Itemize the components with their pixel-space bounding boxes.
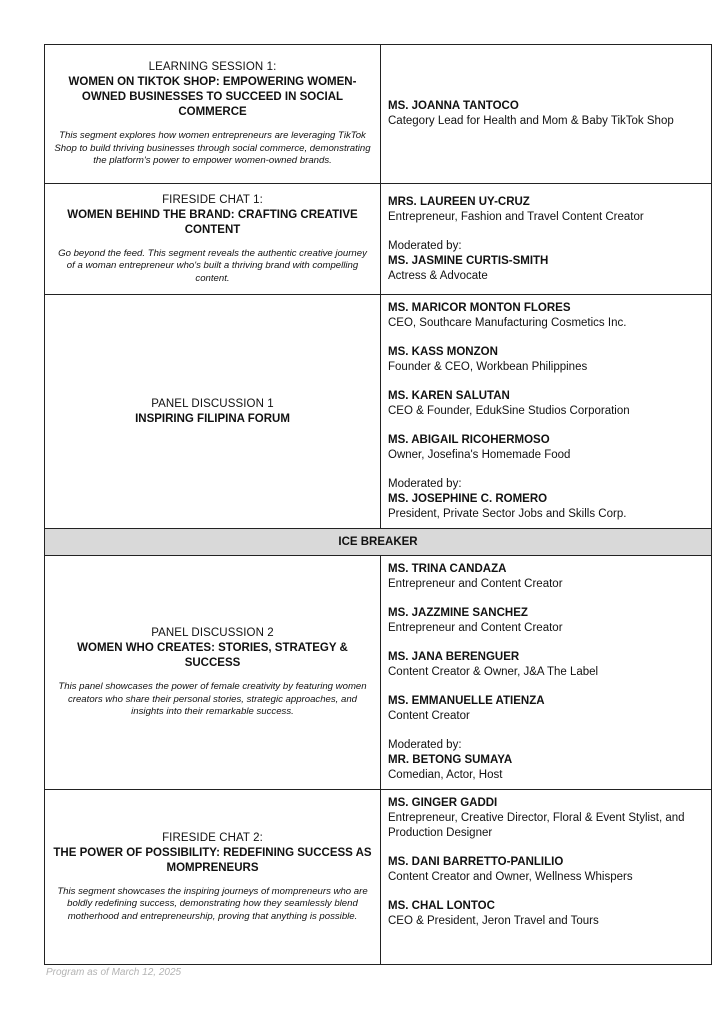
moderator-name: MS. JOSEPHINE C. ROMERO: [388, 493, 548, 505]
break-row: [45, 529, 712, 556]
speaker-role: Founder & CEO, Workbean Philippines: [388, 361, 588, 373]
session-kind: LEARNING SESSION 1:: [148, 61, 277, 74]
moderator-label: Moderated by:: [388, 239, 462, 252]
session-kind: PANEL DISCUSSION 1: [151, 397, 274, 410]
session-kind: FIRESIDE CHAT 2:: [162, 831, 263, 844]
session-title: INSPIRING FILIPINA FORUM: [135, 412, 290, 425]
moderator-label: Moderated by:: [388, 478, 462, 490]
session-title: WOMEN ON TIKTOK SHOP: EMPOWERING WOMEN-OWNED BUSINESSES TO SUCCEED IN SOCIAL COMMERCE: [68, 76, 357, 119]
session-description: This segment explores how women entrepreneurs are leveraging TikTok Shop to build thriving businesses through social commerce, demonstrating the platform's power to empower women-owned brands.: [54, 130, 371, 167]
session-description: This panel showcases the power of female creativity by featuring women creators who share their personal stories, strategic approaches, and insights into their remarkable success.: [58, 681, 367, 718]
speaker-name: MRS. LAUREEN UY-CRUZ: [388, 195, 530, 208]
session-row: [45, 295, 712, 529]
session-title: THE POWER OF POSSIBILITY: REDEFINING SUCCESS AS MOMPRENEURS: [53, 846, 372, 874]
speaker-name: MS. MARICOR MONTON FLORES: [388, 302, 571, 314]
speakers-cell: [381, 184, 712, 295]
speaker-role: CEO, Southcare Manufacturing Cosmetics Inc.: [388, 317, 627, 329]
speaker-role: Entrepreneur, Creative Director, Floral & Event Stylist, and Production Designer: [388, 812, 685, 839]
moderator-role: Comedian, Actor, Host: [388, 769, 503, 781]
session-kind: PANEL DISCUSSION 2: [151, 627, 274, 640]
session-title: WOMEN WHO CREATES: STORIES, STRATEGY & SUCCESS: [77, 642, 348, 670]
speaker-role: Content Creator & Owner, J&A The Label: [388, 666, 599, 678]
speaker-role: Entrepreneur, Fashion and Travel Content Creator: [388, 210, 644, 223]
moderator-role: Actress & Advocate: [388, 269, 488, 282]
speaker-role: Owner, Josefina's Homemade Food: [388, 449, 571, 461]
speaker-name: MS. GINGER GADDI: [388, 797, 498, 809]
speaker-name: MS. KASS MONZON: [388, 346, 498, 358]
speakers-cell: [381, 556, 712, 790]
session-info-cell: [45, 45, 381, 184]
speaker-role: Entrepreneur and Content Creator: [388, 578, 563, 590]
program-table: [44, 44, 712, 965]
session-info-cell: [45, 790, 381, 965]
session-row: [45, 184, 712, 295]
speaker-role: Content Creator and Owner, Wellness Whispers: [388, 871, 633, 883]
moderator-name: MS. JASMINE CURTIS-SMITH: [388, 254, 549, 267]
speaker-role: CEO & Founder, EdukSine Studios Corporation: [388, 405, 630, 417]
speaker-name: MS. JAZZMINE SANCHEZ: [388, 607, 528, 619]
moderator-label: Moderated by:: [388, 739, 462, 751]
session-row: [45, 45, 712, 184]
moderator-role: President, Private Sector Jobs and Skills Corp.: [388, 508, 627, 520]
program-date-note: Program as of March 12, 2025: [46, 967, 182, 978]
moderator-name: MR. BETONG SUMAYA: [388, 754, 513, 766]
speakers-cell: [381, 295, 712, 529]
speaker-name: MS. KAREN SALUTAN: [388, 390, 510, 402]
speaker-name: MS. JANA BERENGUER: [388, 651, 520, 663]
speaker-role: Content Creator: [388, 710, 470, 722]
speaker-role: Category Lead for Health and Mom & Baby TikTok Shop: [388, 115, 674, 127]
session-title: WOMEN BEHIND THE BRAND: CRAFTING CREATIVE CONTENT: [67, 208, 358, 236]
speaker-name: MS. DANI BARRETTO-PANLILIO: [388, 856, 564, 868]
speaker-role: CEO & President, Jeron Travel and Tours: [388, 915, 599, 927]
session-info-cell: [45, 184, 381, 295]
session-description: Go beyond the feed. This segment reveals the authentic creative journey of a woman entrepreneur who's built a thriving brand with compelling content.: [58, 247, 367, 284]
break-label: ICE BREAKER: [45, 529, 712, 556]
speaker-name: MS. CHAL LONTOC: [388, 900, 495, 912]
session-info-cell: [45, 295, 381, 529]
speaker-role: Entrepreneur and Content Creator: [388, 622, 563, 634]
speaker-name: MS. EMMANUELLE ATIENZA: [388, 695, 545, 707]
session-row: [45, 556, 712, 790]
speakers-cell: [381, 790, 712, 965]
speaker-name: MS. ABIGAIL RICOHERMOSO: [388, 434, 550, 446]
session-info-cell: [45, 556, 381, 790]
speaker-name: MS. TRINA CANDAZA: [388, 563, 507, 575]
session-kind: FIRESIDE CHAT 1:: [162, 193, 263, 206]
speaker-name: MS. JOANNA TANTOCO: [388, 100, 519, 112]
session-row: [45, 790, 712, 965]
speakers-cell: [381, 45, 712, 184]
session-description: This segment showcases the inspiring journeys of mompreneurs who are boldly redefining success, demonstrating how they seamlessly blend motherhood and entrepreneurship, proving that anything is possible.: [57, 885, 368, 922]
